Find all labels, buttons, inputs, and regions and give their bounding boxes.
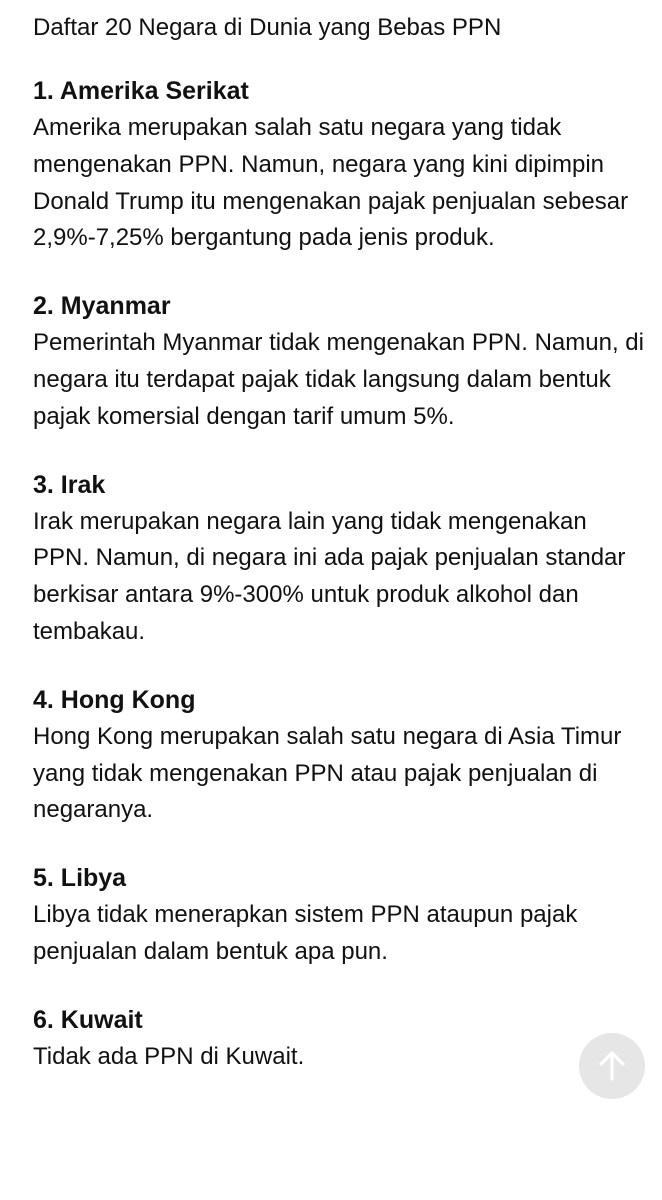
section-heading: 4. Hong Kong <box>33 685 196 714</box>
section-body: Amerika merupakan salah satu negara yang tidak mengenakan PPN. Namun, negara yang kini dipimpin Donald Trump itu mengenakan pajak penjualan sebesar 2,9%-7,25% bergantung pada jenis produk. <box>33 114 629 252</box>
section-heading: 1. Amerika Serikat <box>33 77 249 105</box>
section-hong-kong <box>33 683 644 829</box>
section-heading: 5. Libya <box>33 864 127 893</box>
section-heading: 2. Myanmar <box>33 292 171 321</box>
section-irak <box>33 468 644 651</box>
article-content <box>33 12 644 1108</box>
section-libya <box>33 861 644 971</box>
section-body: Libya tidak menerapkan sistem PPN ataupun pajak penjualan dalam bentuk apa pun. <box>33 901 578 965</box>
section-myanmar <box>33 289 644 435</box>
section-body: Hong Kong merupakan salah satu negara di Asia Timur yang tidak mengenakan PPN atau pajak penjualan di negaranya. <box>33 722 622 824</box>
article-title: Daftar 20 Negara di Dunia yang Bebas PPN <box>33 14 502 41</box>
arrow-up-icon <box>595 1049 629 1083</box>
section-body: Irak merupakan negara lain yang tidak mengenakan PPN. Namun, di negara ini ada pajak penjualan standar berkisar antara 9%-300% untuk produk alkohol dan tembakau. <box>33 507 626 645</box>
section-body: Pemerintah Myanmar tidak mengenakan PPN. Namun, di negara itu terdapat pajak tidak langsung dalam bentuk pajak komersial dengan tarif umum 5%. <box>33 329 644 430</box>
section-kuwait <box>33 1003 644 1076</box>
section-body: Tidak ada PPN di Kuwait. <box>33 1042 305 1070</box>
back-to-top-button[interactable] <box>579 1033 645 1099</box>
section-heading: 3. Irak <box>33 470 106 499</box>
section-amerika-serikat <box>33 74 644 257</box>
section-heading: 6. Kuwait <box>33 1005 143 1034</box>
